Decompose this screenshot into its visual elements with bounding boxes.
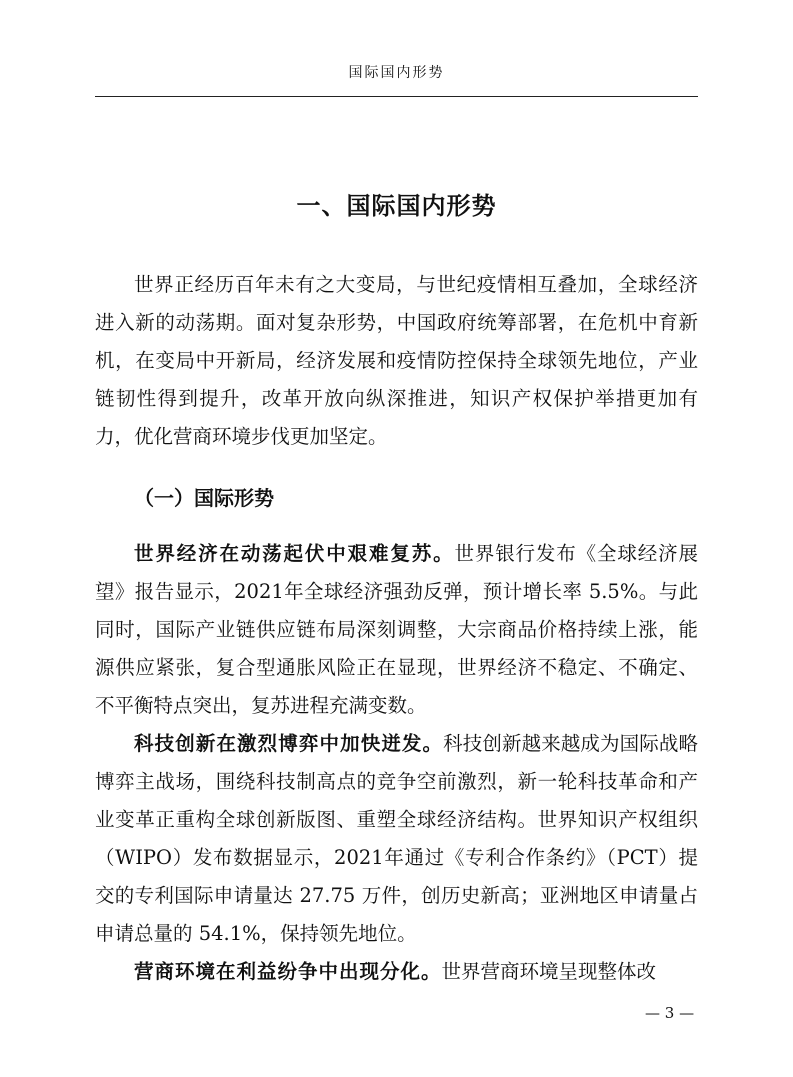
- business-lead: 营商环境在利益纷争中出现分化。: [134, 960, 442, 983]
- intro-paragraph: 世界正经历百年未有之大变局，与世纪疫情相互叠加，全球经济进入新的动荡期。面对复杂形势，中国政府统筹部署，在危机中育新机，在变局中开新局，经济发展和疫情防控保持全球领先地位，产业链韧性得到提升，改革开放向纵深推进，知识产权保护举措更加有力，优化营商环境步伐更加坚定。: [95, 273, 698, 448]
- tech-body: 科技创新越来越成为国际战略博弈主战场，围绕科技制高点的竞争空前激烈，新一轮科技革命和产业变革正重构全球创新版图、重塑全球经济结构。世界知识产权组织（WIPO）发布数据显示，2021年通过《专利合作条约》（PCT）提交的专利国际申请量达 27.75 万件，创历史新高；亚洲地区申请量占申请总量的 54.1%，保持领先地位。: [95, 732, 698, 945]
- business-body: 世界营商环境呈现整体改: [441, 960, 657, 983]
- business-paragraph: [95, 953, 698, 991]
- economy-paragraph: [95, 535, 698, 725]
- running-header: 国际国内形势: [348, 65, 445, 81]
- section-heading-international: （一）国际形势: [134, 486, 274, 510]
- economy-body: 世界银行发布《全球经济展望》报告显示，2021年全球经济强劲反弹，预计增长率 5.5%。与此同时，国际产业链供应链布局深刻调整，大宗商品价格持续上涨，能源供应紧张，复合型通胀风险正在显现，世界经济不稳定、不确定、不平衡特点突出，复苏进程充满变数。: [95, 542, 698, 717]
- chapter-title: 一、国际国内形势: [296, 192, 497, 221]
- tech-lead: 科技创新在激烈博弈中加快迸发。: [134, 732, 444, 755]
- header-divider: [95, 96, 698, 97]
- economy-lead: 世界经济在动荡起伏中艰难复苏。: [134, 542, 455, 565]
- tech-paragraph: [95, 725, 698, 953]
- page-number: — 3 —: [645, 1004, 695, 1022]
